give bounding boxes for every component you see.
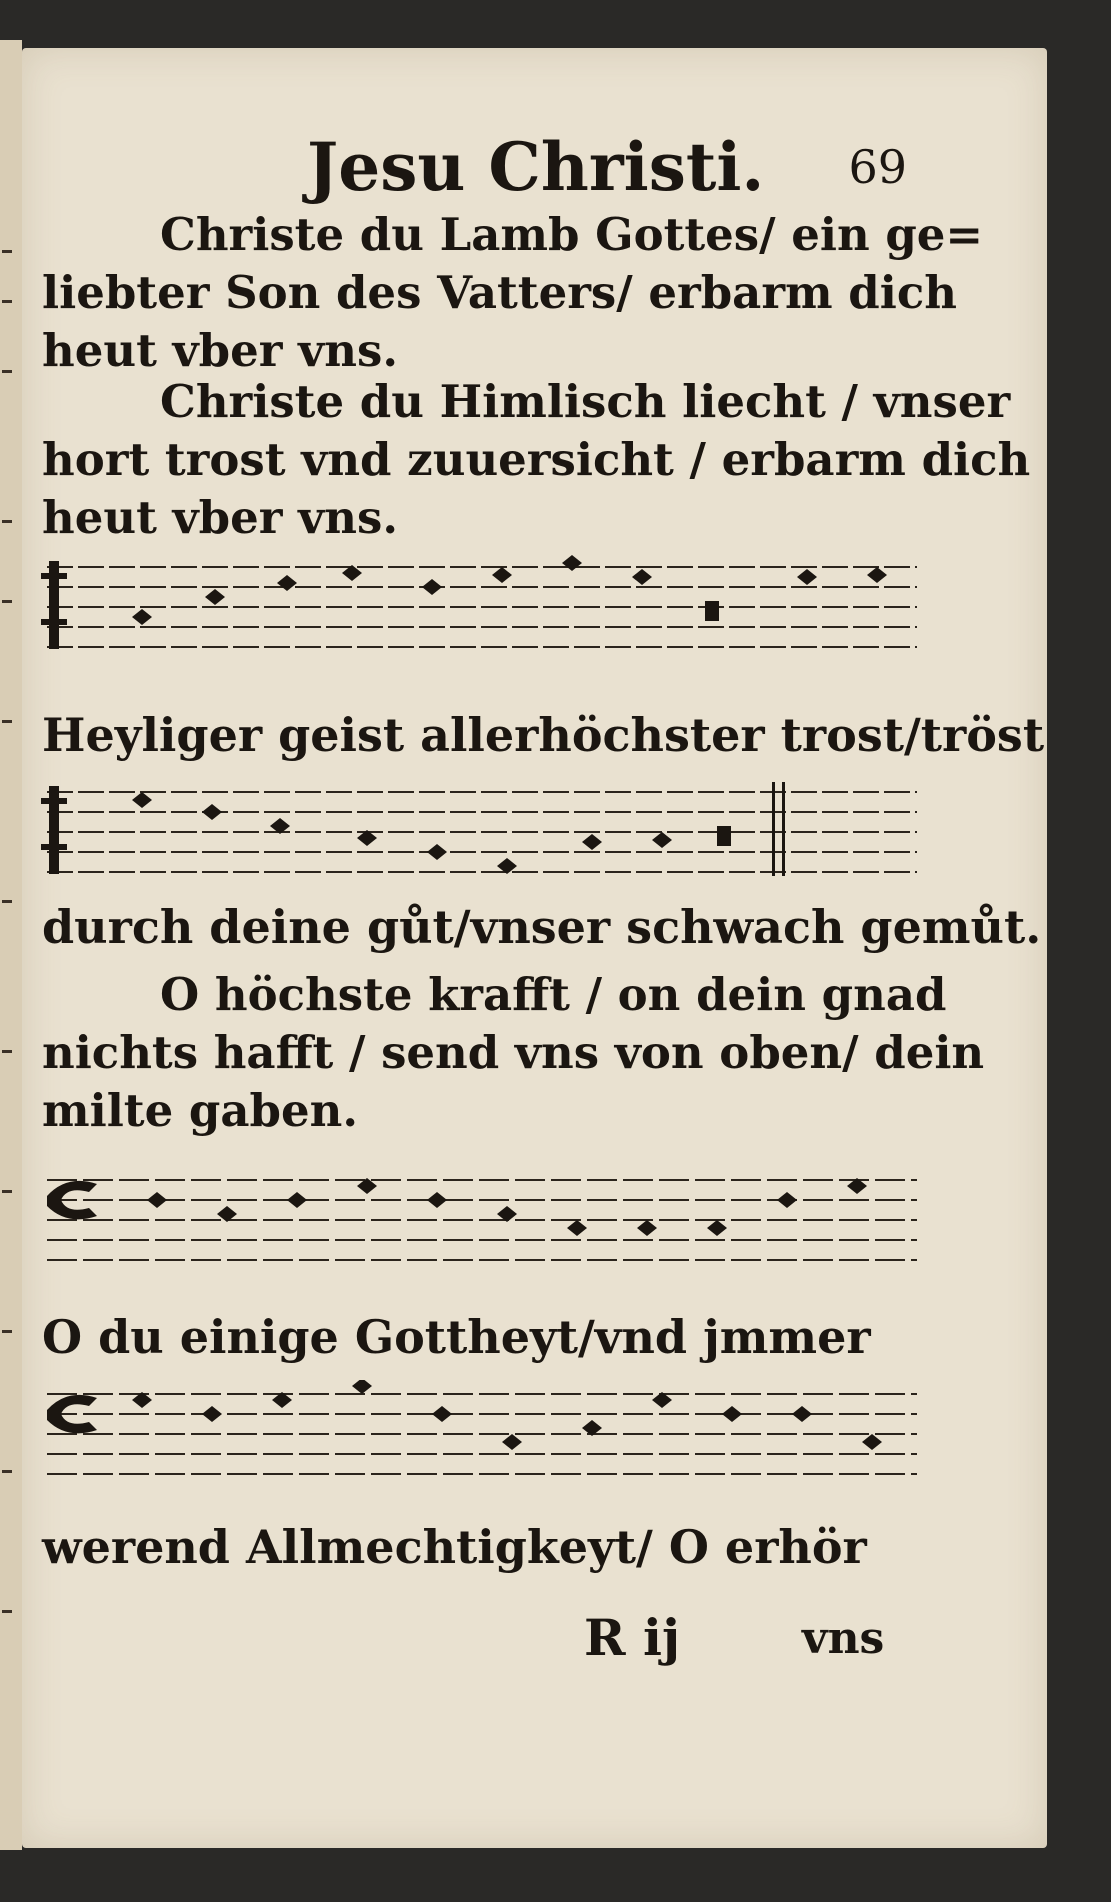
edge-mark: [2, 1190, 12, 1193]
book-page: [22, 48, 1047, 1848]
edge-mark: [2, 250, 12, 253]
edge-mark: [2, 600, 12, 603]
verse-line: liebter Son des Vatters/ erbarm dich: [42, 266, 957, 319]
edge-mark: [2, 900, 12, 903]
edge-mark: [2, 370, 12, 373]
page-header: [22, 128, 1047, 218]
verse-3: [42, 966, 985, 1140]
signature-mark: R ij: [584, 1608, 681, 1667]
music-staff-1: [37, 553, 922, 653]
verse-line: heut vber vns.: [42, 324, 399, 377]
verse-line: Christe du Himlisch liecht / vnser: [160, 375, 1011, 428]
lyric-line-2: durch deine gůt/vnser schwach gemůt.: [42, 900, 1042, 954]
staff-notation: [37, 1380, 922, 1480]
edge-mark: [2, 520, 12, 523]
lyric-line-4: werend Allmechtigkeyt/ O erhör: [42, 1520, 867, 1574]
verse-line: heut vber vns.: [42, 491, 399, 544]
verse-line: Christe du Lamb Gottes/ ein ge=: [160, 208, 984, 261]
verse-line: nichts hafft / send vns von oben/ dein: [42, 1026, 985, 1079]
edge-mark: [2, 1610, 12, 1613]
edge-mark: [2, 1470, 12, 1473]
edge-mark: [2, 1050, 12, 1053]
staff-notation: [37, 553, 922, 653]
edge-mark: [2, 300, 12, 303]
verse-line: milte gaben.: [42, 1084, 358, 1137]
music-staff-3: [37, 1166, 922, 1266]
verse-1: [42, 206, 984, 380]
verse-line: O höchste krafft / on dein gnad: [160, 968, 947, 1021]
verse-2: [42, 373, 1031, 547]
catchword: vns: [802, 1613, 885, 1664]
staff-notation: [37, 778, 922, 878]
facing-page-edge: [0, 40, 22, 1850]
running-title: Jesu Christi.: [307, 128, 765, 206]
page-number: 69: [848, 140, 907, 194]
music-staff-4: [37, 1380, 922, 1480]
music-staff-2: [37, 778, 922, 878]
edge-mark: [2, 1330, 12, 1333]
staff-notation: [37, 1166, 922, 1266]
verse-line: hort trost vnd zuuersicht / erbarm dich: [42, 433, 1031, 486]
lyric-line-1: Heyliger geist allerhöchster trost/tröst: [42, 708, 1045, 762]
edge-mark: [2, 720, 12, 723]
lyric-line-3: O du einige Gottheyt/vnd jmmer: [42, 1310, 871, 1364]
